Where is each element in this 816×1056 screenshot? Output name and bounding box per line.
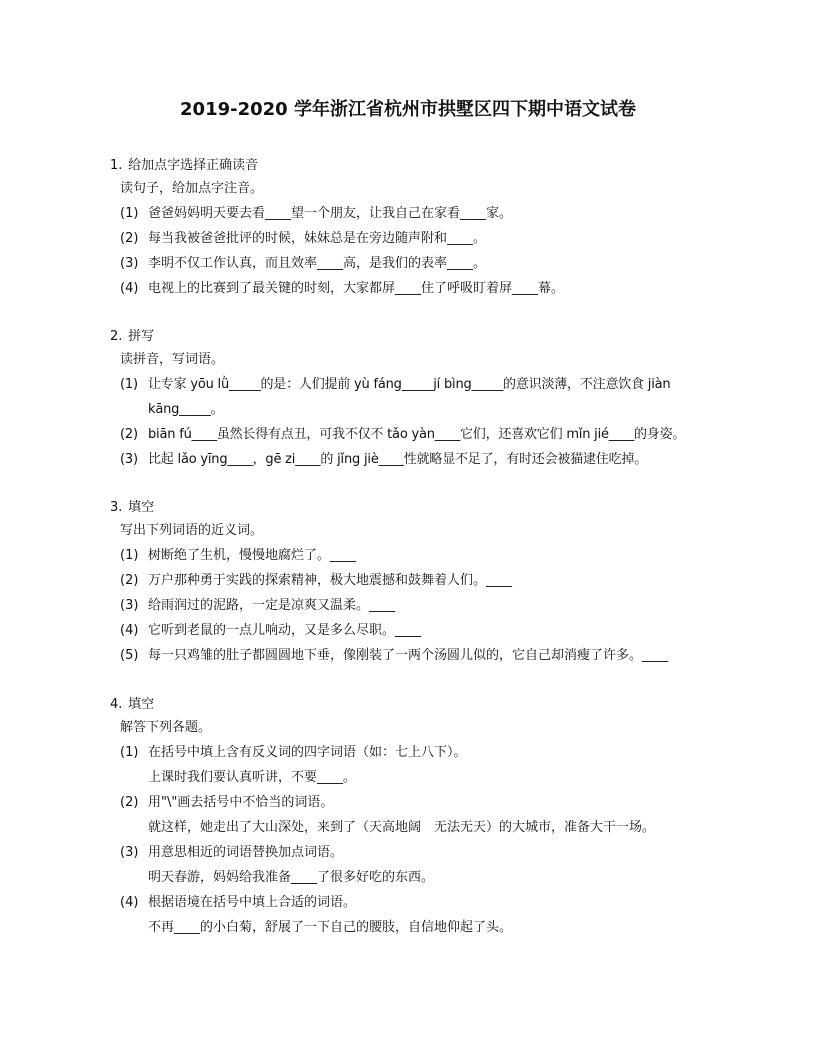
item-index: (2) — [120, 427, 138, 442]
question-item — [110, 844, 750, 887]
question-instruction: 解答下列各题。 — [120, 720, 212, 735]
item-index: (4) — [120, 623, 139, 638]
item-text: biān fú____虽然长得有点丑，可我不仅不 tǎo yàn____它们，还喜欢它们 mǐn jié____的身姿。 — [148, 427, 686, 442]
item-text-continued: kāng_____。 — [148, 402, 224, 417]
item-index: (4) — [120, 895, 139, 910]
item-index: (2) — [120, 573, 139, 588]
question-item — [110, 280, 750, 298]
item-text: 用"\"画去括号中不恰当的词语。 — [148, 795, 334, 810]
question-title: 给加点字选择正确读音 — [128, 158, 259, 173]
question-number: 2. — [110, 329, 123, 344]
question-item — [110, 426, 750, 444]
item-text: 爸爸妈妈明天要去看____望一个朋友，让我自己在家看____家。 — [148, 206, 513, 221]
item-index: (1) — [120, 206, 139, 221]
page-title: 2019-2020 学年浙江省杭州市拱墅区四下期中语文试卷 — [180, 99, 636, 120]
item-text: 电视上的比赛到了最关键的时刻，大家都屏____住了呼吸盯着屏____幕。 — [148, 281, 565, 296]
question-header — [110, 328, 750, 346]
item-index: (1) — [120, 745, 139, 760]
question-header — [110, 499, 750, 517]
item-index: (3) — [120, 598, 139, 613]
question-title: 拼写 — [128, 329, 155, 344]
question-item — [110, 894, 750, 937]
question-number: 1. — [110, 158, 123, 173]
item-index: (2) — [120, 795, 139, 810]
question-item — [110, 572, 750, 590]
question-1 — [110, 157, 750, 298]
item-text: 在括号中填上含有反义词的四字词语（如：七上八下）。 — [148, 745, 467, 760]
item-index: (4) — [120, 281, 139, 296]
item-text: 每一只鸡雏的肚子都圆圆地下垂，像刚装了一两个汤圆儿似的，它自己却消瘦了许多。____ — [148, 648, 669, 663]
question-item — [110, 547, 750, 565]
question-item — [110, 376, 750, 419]
item-text: 树断绝了生机，慢慢地腐烂了。____ — [148, 548, 357, 563]
question-item — [110, 794, 750, 837]
question-instruction: 读句子，给加点字注音。 — [120, 181, 264, 196]
question-number: 3. — [110, 500, 123, 515]
item-index: (3) — [120, 256, 139, 271]
question-title: 填空 — [128, 500, 155, 515]
question-header — [110, 696, 750, 714]
question-item — [110, 230, 750, 248]
question-item — [110, 255, 750, 273]
item-text: 给雨润过的泥路，一定是凉爽又温柔。____ — [148, 598, 396, 613]
item-index: (3) — [120, 452, 138, 467]
item-text-continued: 上课时我们要认真听讲，不要____。 — [148, 770, 357, 785]
item-text: 根据语境在括号中填上合适的词语。 — [148, 895, 357, 910]
item-text: 每当我被爸爸批评的时候，妹妹总是在旁边随声附和____。 — [148, 231, 487, 246]
question-3 — [110, 499, 750, 665]
question-instruction: 写出下列词语的近义词。 — [120, 523, 264, 538]
question-instruction: 读拼音，写词语。 — [120, 352, 225, 367]
item-index: (5) — [120, 648, 139, 663]
item-text: 让专家 yōu lǜ_____的是：人们提前 yù fáng_____jí bìng_____的意识淡薄，不注意饮食 jiàn — [148, 377, 671, 392]
item-index: (1) — [120, 377, 138, 392]
question-item — [110, 622, 750, 640]
item-text: 万户那种勇于实践的探索精神，极大地震撼和鼓舞着人们。____ — [148, 573, 513, 588]
question-number: 4. — [110, 697, 123, 712]
question-header — [110, 157, 750, 175]
question-4 — [110, 696, 750, 937]
item-text: 用意思相近的词语替换加点词语。 — [148, 845, 344, 860]
item-text: 它听到老鼠的一点儿响动，又是多么尽职。____ — [148, 623, 422, 638]
item-text-continued: 不再____的小白菊，舒展了一下自己的腰肢，自信地仰起了头。 — [148, 920, 513, 935]
question-item — [110, 597, 750, 615]
question-item — [110, 647, 750, 665]
item-text: 李明不仅工作认真，而且效率____高，是我们的表率____。 — [148, 256, 487, 271]
question-item — [110, 205, 750, 223]
question-2 — [110, 328, 750, 469]
item-text-continued: 明天春游，妈妈给我准备____了很多好吃的东西。 — [148, 870, 435, 885]
item-text: 比起 lǎo yīng____，gē zi____的 jǐng jiè____性就略显不足了，有时还会被猫逮住吃掉。 — [148, 452, 648, 467]
item-index: (1) — [120, 548, 139, 563]
item-index: (2) — [120, 231, 139, 246]
item-text-continued: 就这样，她走出了大山深处，来到了（天高地阔 无法无天）的大城市，准备大干一场。 — [148, 820, 656, 835]
item-index: (3) — [120, 845, 139, 860]
question-item — [110, 744, 750, 787]
question-item — [110, 451, 750, 469]
question-title: 填空 — [128, 697, 155, 712]
